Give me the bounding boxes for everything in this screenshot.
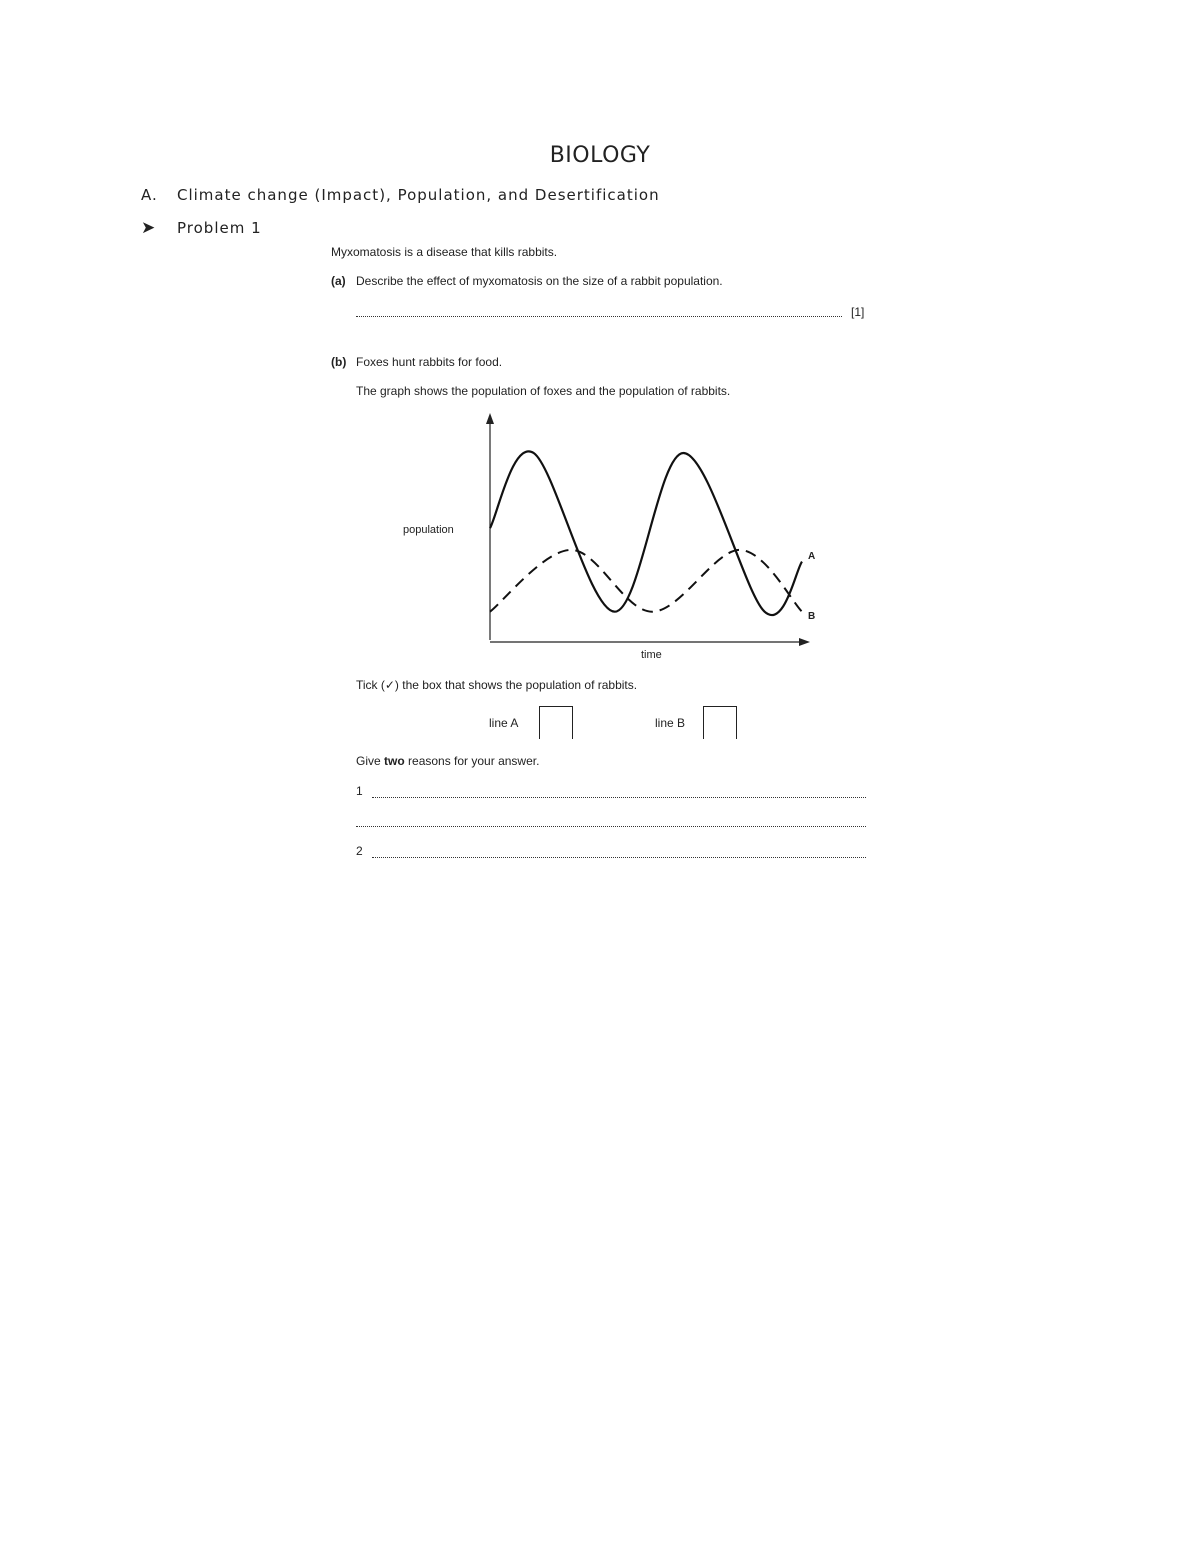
answer-line-reason-1b[interactable] xyxy=(356,826,866,827)
answer-line-reason-2[interactable] xyxy=(372,857,866,858)
y-axis-arrowhead-icon xyxy=(486,413,494,424)
reasons-suffix: reasons for your answer. xyxy=(404,754,540,768)
problem-heading xyxy=(141,218,262,238)
section-text: Climate change (Impact), Population, and Desertification xyxy=(177,186,660,204)
reasons-prefix: Give xyxy=(356,754,385,768)
section-letter: A. xyxy=(141,186,158,204)
tick-box-line-a[interactable] xyxy=(539,706,573,739)
reason-number-1: 1 xyxy=(356,784,363,798)
arrowhead-bullet-icon: ➤ xyxy=(141,218,157,238)
part-b-text-1: Foxes hunt rabbits for food. xyxy=(356,355,503,369)
answer-line-a[interactable] xyxy=(356,316,842,317)
option-line-a-label: line A xyxy=(489,716,519,730)
series-label-a: A xyxy=(808,551,816,562)
series-line-a xyxy=(490,451,802,615)
reasons-instruction xyxy=(356,754,539,768)
section-heading xyxy=(141,186,660,204)
part-a-label: (a) xyxy=(331,274,346,288)
part-b-text-2: The graph shows the population of foxes and the population of rabbits. xyxy=(356,384,731,398)
option-line-b-label: line B xyxy=(655,716,686,730)
marks-a: [1] xyxy=(851,305,865,319)
x-axis-arrowhead-icon xyxy=(799,638,810,646)
series-line-b xyxy=(490,550,802,612)
answer-line-reason-1[interactable] xyxy=(372,797,866,798)
part-b-label: (b) xyxy=(331,355,347,369)
reasons-bold: two xyxy=(384,754,405,768)
page-title: BIOLOGY xyxy=(549,143,651,168)
reason-number-2: 2 xyxy=(356,844,363,858)
population-graph xyxy=(390,405,830,665)
tick-box-line-b[interactable] xyxy=(703,706,737,739)
problem-label: Problem 1 xyxy=(177,219,262,237)
tick-instruction: Tick (✓) the box that shows the population of rabbits. xyxy=(356,678,638,692)
series-label-b: B xyxy=(808,611,816,622)
x-axis-label: time xyxy=(641,649,662,661)
part-a-text: Describe the effect of myxomatosis on the size of a rabbit population. xyxy=(356,274,723,288)
question-intro: Myxomatosis is a disease that kills rabbits. xyxy=(331,245,558,259)
y-axis-label: population xyxy=(403,524,454,536)
